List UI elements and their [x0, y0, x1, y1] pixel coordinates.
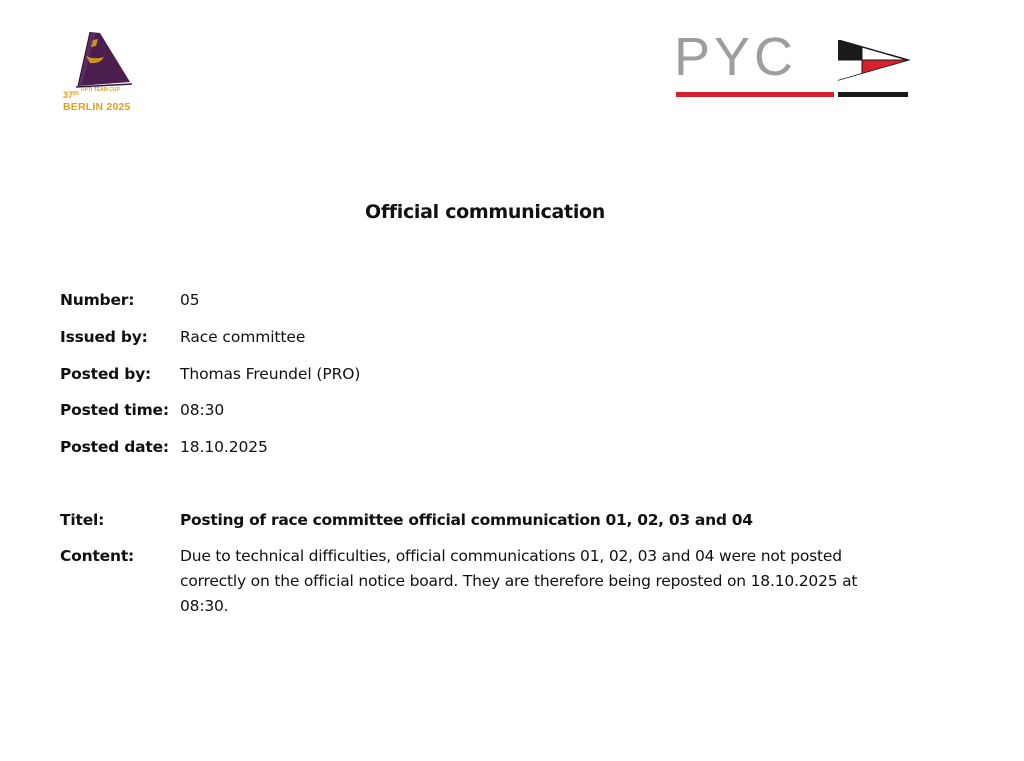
opti-team-cup-logo — [60, 30, 140, 113]
field-label: Posted date: — [60, 438, 169, 456]
field-label: Content: — [60, 547, 135, 565]
city-year: BERLIN 2025 — [63, 101, 131, 113]
pyc-logo — [674, 27, 910, 100]
event-name: OPTI TEAM CUP — [80, 87, 120, 93]
edition-number: 37th — [63, 90, 79, 100]
field-value: 08:30 — [180, 401, 225, 419]
burgee-flag-icon — [838, 40, 910, 84]
field-label: Posted by: — [60, 365, 152, 383]
field-value: 18.10.2025 — [180, 438, 268, 456]
field-label: Issued by: — [60, 328, 148, 346]
pyc-black-underline — [838, 92, 908, 97]
field-label: Posted time: — [60, 401, 169, 419]
opti-logo-caption — [63, 86, 131, 113]
titel-value: Posting of race committee official communication 01, 02, 03 and 04 — [180, 511, 753, 529]
pyc-letters: PYC — [674, 27, 798, 87]
content-body: Due to technical difficulties, official communications 01, 02, 03 and 04 were not posted correctly on the official notice board. They are therefore being reposted on 18.10.2025 at 08:30. — [180, 547, 858, 615]
sail-icon — [60, 30, 140, 88]
field-label: Number: — [60, 291, 135, 309]
field-value: Thomas Freundel (PRO) — [180, 365, 361, 383]
field-label: Titel: — [60, 511, 105, 529]
field-value: Race committee — [180, 328, 306, 346]
field-value: 05 — [180, 291, 200, 309]
page-title: Official communication — [364, 201, 606, 223]
pyc-red-underline — [676, 92, 834, 97]
